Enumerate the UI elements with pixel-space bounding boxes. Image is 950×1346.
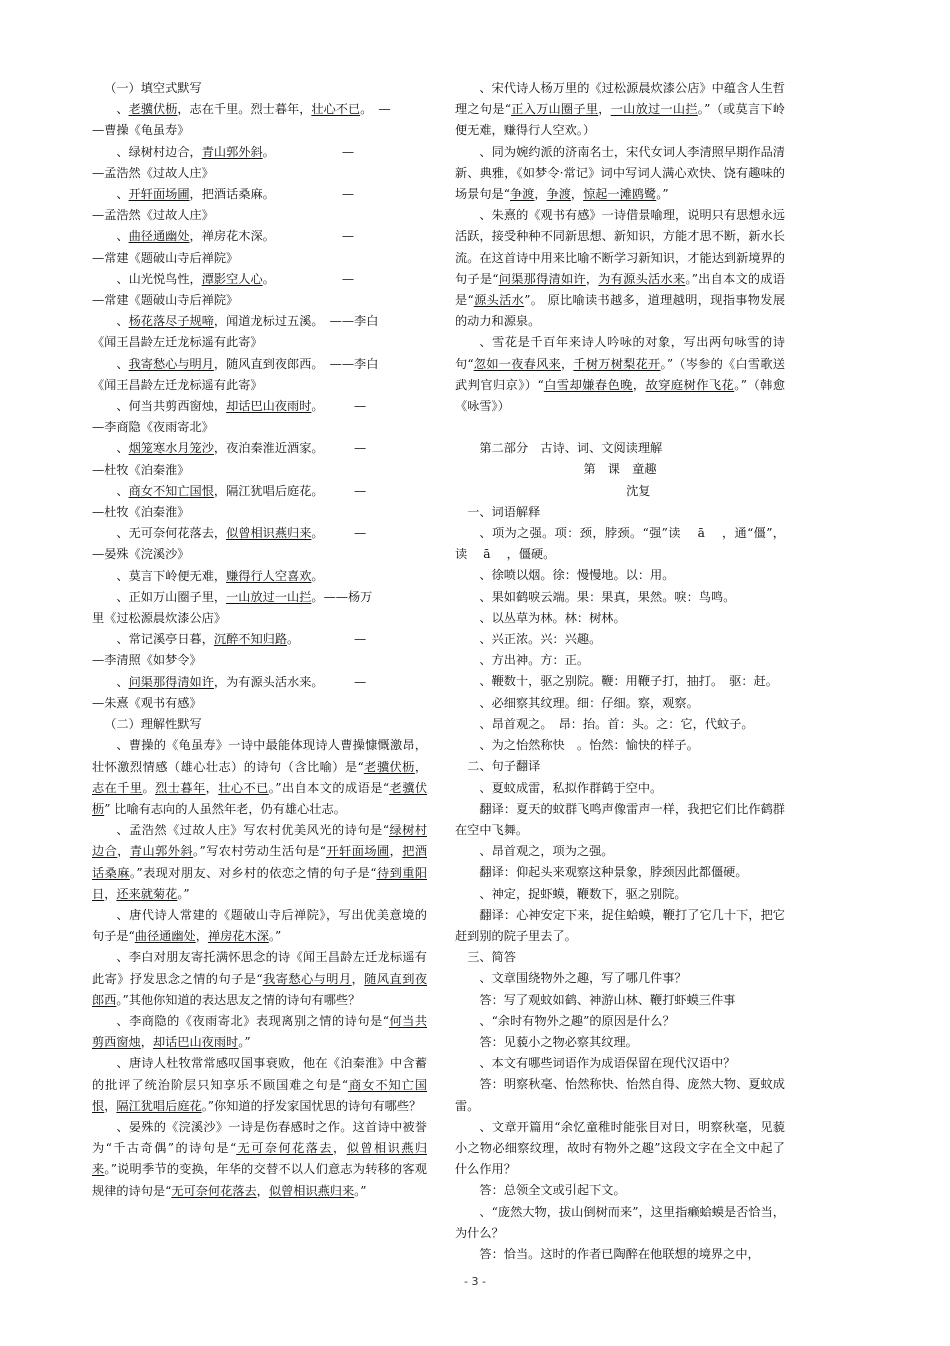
paragraph (92, 905, 427, 947)
underlined-answer: 待到重阳日 (92, 865, 428, 901)
text-run: 答：写了观蚊如鹤、神游山林、鞭打虾蟆三件事 (479, 992, 736, 1007)
text-run: —孟浩然《过故人庄》 (92, 165, 214, 180)
text-run: 。 — (262, 271, 355, 286)
text-run: 。” (656, 187, 669, 202)
text-run: 。 — (287, 632, 367, 647)
text-run: 、项为之强。项：颈，脖颈。“强”读 ā ，通“僵”，读 ā ，僵硬。 (455, 526, 785, 562)
text-run: 。”出自本文的成语是“ (455, 271, 785, 308)
text-run: —杜牧《泊秦淮》 (92, 462, 190, 477)
text-run: 。” (177, 886, 190, 901)
underlined-answer: 似曾相识燕归来 (92, 1141, 428, 1177)
text-run: 、鞭数十，驱之别院。鞭：用鞭子打，抽打。 驱：赶。 (479, 674, 778, 689)
paragraph (455, 1053, 785, 1074)
text-run: 里《过松源晨炊漆公店》 (92, 611, 227, 626)
paragraph (455, 671, 785, 692)
paragraph (455, 205, 785, 332)
paragraph (92, 735, 427, 820)
underlined-answer: 一山放过一山拦 (610, 102, 698, 117)
paragraph (92, 650, 427, 671)
text-run: 、常记溪亭日暮， (116, 632, 214, 647)
text-run: 翻译：仰起头来观察这种景象，脖颈因此都僵硬。 (479, 865, 748, 880)
text-run: 《闻王昌龄左迁龙标遥有此寄》 (92, 377, 263, 392)
underlined-answer: 我寄愁心与明月 (262, 971, 352, 986)
text-run: 、何当共剪西窗烛， (116, 399, 227, 414)
text-run: 、兴正浓。兴：兴趣。 (479, 632, 602, 647)
paragraph (92, 417, 427, 438)
text-run: 翻译：心神安定下来，捉住蛤蟆，鞭打了它几十下，把它赶到别的院子里去了。 (455, 907, 785, 943)
text-run: 、昂首观之。 昂：抬。首：头。之：它，代蚊子。 (479, 716, 754, 731)
paragraph (455, 1180, 785, 1201)
paragraph (92, 269, 427, 290)
text-run: ， (560, 356, 574, 371)
underlined-answer: 无可奈何花落去 (236, 1141, 334, 1156)
text-run: 。 — (262, 144, 355, 159)
text-run: ， (333, 1141, 347, 1156)
paragraph (92, 99, 427, 120)
text-run: 。”出自本文的成语是“ (268, 780, 390, 795)
text-run: ，为有源头活水来。 — (213, 674, 367, 689)
text-run: 。 (142, 780, 156, 795)
underlined-answer: 正入万山圈子里 (510, 102, 599, 117)
underlined-answer: 随风直到夜郎西 (92, 971, 428, 1007)
text-run: 一、词语解释 (467, 504, 541, 519)
paragraph (92, 1117, 427, 1202)
text-run: ，闻道龙标过五溪。 ——李白 (213, 314, 379, 329)
paragraph (92, 226, 427, 247)
text-run: ， (632, 377, 646, 392)
underlined-answer: 禅房花木深 (207, 929, 269, 944)
text-run: 《闻王昌龄左迁龙标遥有此寄》 (92, 335, 263, 350)
paragraph (455, 778, 785, 799)
text-run: 、为之怡然称快 。怡然：愉快的样子。 (479, 738, 699, 753)
paragraph (455, 799, 785, 841)
underlined-answer: 开轩面场圃 (326, 844, 390, 859)
underlined-answer: 商女不知亡国恨 (92, 1077, 427, 1113)
underlined-answer: 杨花落尽子规啼 (128, 314, 214, 329)
underlined-answer: 曲径通幽处 (128, 229, 190, 244)
text-run: ， (598, 102, 611, 117)
paragraph (455, 1202, 785, 1244)
text-run: 、“余时有物外之趣”的原因是什么？ (479, 1013, 675, 1028)
text-run: 、 (116, 483, 129, 498)
text-run: 、唐代诗人常建的《题破山寺后禅院》，写出优美意境的句子是“ (92, 907, 427, 944)
underlined-answer: 壮心不已 (218, 780, 269, 795)
text-run: 。——杨万 (311, 589, 373, 604)
text-run: ， (351, 971, 365, 986)
underlined-answer: 故穿庭树作飞花 (645, 377, 735, 392)
underlined-answer: 烈士暮年 (155, 780, 206, 795)
text-run: 。” (354, 1183, 367, 1198)
underlined-answer: 沉醉不知归路 (213, 632, 288, 647)
text-run: 。”（岑参的《白雪歌送武判官归京》）“ (455, 356, 785, 392)
paragraph (455, 438, 785, 459)
underlined-answer: 却话巴山夜雨时 (152, 1035, 239, 1050)
underlined-answer: 忽如一夜春风来 (473, 356, 561, 371)
paragraph (92, 460, 427, 481)
underlined-answer: 何当共剪西窗烛 (92, 1013, 428, 1050)
text-run: 答：明察秋毫、怡然称快、怡然自得、庞然大物、夏蚊成雷。 (455, 1077, 785, 1113)
underlined-answer: 无可奈何花落去 (171, 1183, 257, 1198)
underlined-answer: 潭影空人心 (201, 271, 263, 286)
paragraph (92, 311, 427, 332)
text-run: 、 (116, 674, 129, 689)
text-run: 、唐诗人杜牧常常感叹国事衰败，他在《泊秦淮》中含蓄的批评了统治阶层只知享乐不顾国难之句是“ (92, 1056, 427, 1092)
text-run: 、文章开篇用“余忆童稚时能张目对日，明察秋毫，见藐小之物必细察纹理，故时有物外之趣”这段文字在全文中起了什么作用？ (455, 1119, 785, 1177)
text-run: ， (104, 1098, 117, 1113)
paragraph (455, 1117, 785, 1181)
text-run: 、昂首观之，项为之强。 (479, 844, 614, 859)
text-run: 、无可奈何花落去， (116, 526, 227, 541)
text-run: 答：总领全文或引起下文。 (479, 1183, 626, 1198)
text-run: 、 (116, 187, 129, 202)
text-run: ， (195, 929, 208, 944)
paragraph (92, 629, 427, 650)
paragraph (455, 481, 785, 502)
text-run: 、绿树村边合， (116, 144, 202, 159)
paragraph (455, 587, 785, 608)
underlined-answer: 绿树村边合 (92, 823, 428, 859)
text-run: 、 (116, 356, 129, 371)
underlined-answer: 问渠那得清如许 (128, 674, 214, 689)
text-run: 、 (116, 229, 129, 244)
text-run: 、神定，捉虾蟆，鞭数下，驱之别院。 (479, 886, 687, 901)
text-run: ”。 原比喻读书越多，道理越明，现指事物发展的动力和源泉。 (455, 293, 786, 329)
text-run: ， (570, 187, 584, 202)
paragraph (92, 672, 427, 693)
text-run: 、夏蚊成雷，私拟作群鹤于空中。 (479, 780, 663, 795)
paragraph (455, 990, 785, 1011)
underlined-answer: 惊起一滩鸥鹭 (583, 187, 657, 202)
text-run: 。” (238, 1035, 251, 1050)
paragraph (455, 862, 785, 883)
text-run: 。 — (311, 399, 367, 414)
text-run: 答：见藐小之物必察其纹理。 (479, 1034, 638, 1049)
paragraph (92, 566, 427, 587)
text-run: 、必细察其纹理。细：仔细。察，观察。 (479, 695, 699, 710)
paragraph (92, 248, 427, 269)
text-run: 翻译：夏天的蚊群飞鸣声像雷声一样，我把它们比作鹤群在空中飞舞。 (455, 801, 785, 837)
text-run: 、“庞然大物，拔山倒树而来”，这里指癞蛤蟆是否恰当，为什么？ (455, 1204, 785, 1240)
text-run: （二）理解性默写 (104, 717, 202, 732)
text-run: 、方出神。方：正。 (479, 653, 590, 668)
text-run: 。”说明季节的变换，年华的交替不以人们意志为转移的客观规律的诗句是“ (92, 1162, 427, 1198)
text-run: 、曹操的《龟虽寿》一诗中最能体现诗人曹操慷慨激昂，壮怀激烈情感（雄心壮志）的诗句（含比喻）是“ (92, 738, 427, 774)
text-run: 、孟浩然《过故人庄》写农村优美风光的诗句是“ (116, 823, 389, 838)
paragraph (92, 481, 427, 502)
text-run: ， (256, 1183, 269, 1198)
paragraph (455, 905, 785, 947)
text-run: 。”你知道的抒发家国忧思的诗句有哪些？ (201, 1098, 422, 1113)
paragraph (455, 565, 785, 586)
text-run: ， (414, 759, 428, 774)
underlined-answer: 青山郭外斜 (129, 844, 193, 859)
text-run: 。”写农村劳动生活句是“ (193, 844, 327, 859)
underlined-answer: 老骥伏枥 (128, 102, 178, 117)
underlined-answer: 问渠那得清如许 (498, 271, 586, 286)
paragraph (455, 1074, 785, 1116)
text-run: —李商隐《夜雨寄北》 (92, 420, 214, 435)
text-run: 、李白对朋友寄托满怀思念的诗《闻王昌龄左迁龙标遥有此寄》抒发思念之情的句子是“ (92, 950, 427, 986)
text-run: 、徐喷以烟。徐：慢慢地。以：用。 (479, 568, 675, 583)
text-run: 、雪花是千百年来诗人吟咏的对象，写出两句咏雪的诗句“ (455, 335, 785, 371)
underlined-answer: 曲径通幽处 (134, 929, 196, 944)
paragraph (92, 587, 427, 608)
text-run: —杜牧《泊秦淮》 (92, 505, 190, 520)
text-run: 、山光悦鸟性， (116, 271, 202, 286)
paragraph (92, 163, 427, 184)
paragraph (455, 714, 785, 735)
paragraph (92, 396, 427, 417)
text-run: 。”（或莫言下岭便无难，赚得行人空欢。） (455, 102, 785, 138)
paragraph (455, 417, 785, 438)
text-run: ，夜泊秦淮近酒家。 — (213, 441, 367, 456)
underlined-answer: 老骥伏枥 (363, 759, 415, 774)
paragraph (455, 332, 798, 417)
text-run: （一）填空式默写 (104, 81, 202, 95)
paragraph (455, 735, 785, 756)
text-run: —李清照《如梦令》 (92, 653, 202, 668)
text-run: 、朱熹的《观书有感》一诗借景喻理，说明只有思想永远活跃，接受种种不同新思想、新知识，方能才思不断，新水长流。在这首诗中用来比喻不断学习新知识，才能达到新境界的句子是“ (455, 208, 785, 286)
underlined-answer: 隔江犹唱后庭花 (116, 1098, 202, 1113)
text-run: ， (140, 1035, 153, 1050)
text-run: 答：恰当。这时的作者已陶醉在他联想的境界之中， (479, 1246, 760, 1261)
underlined-answer: 源头活水 (473, 293, 525, 308)
text-run: 、果如鹤唳云端。果：果真，果然。唳：鸟鸣。 (479, 589, 736, 604)
paragraph (455, 693, 785, 714)
paragraph (455, 841, 785, 862)
paragraph (92, 290, 427, 311)
text-run: 三、简答 (467, 950, 516, 965)
text-run: 、本文有哪些词语作为成语保留在现代汉语中？ (479, 1056, 736, 1071)
text-run: 。” (268, 929, 282, 944)
text-run: 、文章围绕物外之趣，写了哪几件事？ (479, 971, 687, 986)
underlined-answer: 为有源头活水来 (598, 271, 686, 286)
text-run: 沈复 (589, 483, 651, 498)
underlined-answer: 把酒话桑麻 (92, 844, 428, 880)
underlined-answer: 还来就菊花 (116, 886, 178, 901)
underlined-answer: 千树万树梨花开 (573, 356, 661, 371)
text-run: ，随风直到夜郎西。 ——李白 (213, 356, 379, 371)
underlined-answer: 我寄愁心与明月 (128, 356, 214, 371)
text-run: —曹操《龟虽寿》 (92, 123, 190, 138)
text-run: ， (104, 886, 117, 901)
text-run: 、宋代诗人杨万里的《过松源晨炊漆公店》中蕴含人生哲理之句是“ (455, 81, 785, 117)
text-run: —常建《题破山寺后禅院》 (92, 250, 239, 265)
paragraph (92, 1053, 427, 1117)
paragraph (455, 756, 785, 777)
text-run: 。 (311, 568, 324, 583)
underlined-answer: 商女不知亡国恨 (128, 483, 214, 498)
paragraph (455, 1011, 785, 1032)
text-run: 。”（韩愈 《咏雪》） (455, 377, 798, 414)
text-run: ” 比喻有志向的人虽然年老，仍有雄心壮志。 (104, 801, 346, 816)
paragraph (455, 523, 785, 565)
text-run: 、以丛草为林。林：树林。 (479, 610, 626, 625)
text-run: ， (389, 844, 403, 859)
text-run: ， (117, 844, 130, 859)
right-column (455, 78, 798, 1265)
paragraph (455, 502, 785, 523)
underlined-answer: 壮心不已 (311, 102, 361, 117)
paragraph (92, 693, 427, 714)
underlined-answer: 一山放过一山拦 (226, 589, 312, 604)
text-run: 、同为婉约派的济南名士，宋代女词人李清照早期作品清新、典雅，《如梦令·常记》词中写词人满心欢快、饶有趣味的场景句是“ (455, 144, 785, 202)
paragraph (92, 184, 427, 205)
text-run: 、 (116, 102, 129, 117)
paragraph (92, 332, 427, 353)
underlined-answer: 志在千里 (92, 780, 143, 795)
text-run: 、莫言下岭便无难， (116, 568, 227, 583)
underlined-answer: 争渡 (509, 187, 535, 202)
page-number: - 3 - (464, 1275, 486, 1288)
text-run: 、 (116, 441, 129, 456)
text-run: ，禅房花木深。 — (189, 229, 355, 244)
text-run: 第 课 童趣 (583, 462, 657, 477)
underlined-answer: 开轩面场圃 (128, 187, 190, 202)
paragraph (92, 78, 427, 99)
text-run: 。 — (360, 102, 391, 117)
left-column (92, 78, 427, 1202)
text-run: ， (205, 780, 219, 795)
paragraph (455, 142, 785, 206)
text-run: 、 (116, 314, 129, 329)
text-run: ， (585, 271, 599, 286)
text-run: 、正如万山圈子里， (116, 589, 227, 604)
paragraph (455, 459, 785, 480)
underlined-answer: 赚得行人空喜欢 (226, 568, 312, 583)
paragraph (455, 608, 785, 629)
text-run: 二、句子翻译 (467, 759, 541, 774)
text-run: 、晏殊的《浣溪沙》一诗是伤春感时之作。这首诗中被誉为“千古奇偶”的诗句是“ (92, 1119, 427, 1156)
text-run: —孟浩然《过故人庄》 (92, 208, 214, 223)
underlined-answer: 却话巴山夜雨时 (226, 399, 312, 414)
underlined-answer: 争渡 (546, 187, 571, 202)
paragraph (92, 142, 427, 163)
paragraph (92, 820, 427, 905)
paragraph (92, 438, 427, 459)
paragraph (455, 78, 785, 142)
paragraph (92, 947, 427, 1011)
paragraph (92, 354, 427, 375)
text-run: ，把酒话桑麻。 — (189, 187, 355, 202)
underlined-answer: 似曾相识燕归来 (268, 1183, 355, 1198)
paragraph (455, 650, 785, 671)
paragraph (455, 1244, 785, 1265)
text-run: 第二部分 古诗、词、文阅读理解 (479, 441, 663, 456)
paragraph (92, 375, 427, 396)
paragraph (455, 947, 785, 968)
paragraph (92, 1011, 427, 1053)
underlined-answer: 似曾相识燕归来 (226, 526, 312, 541)
underlined-answer: 烟笼寒水月笼沙 (128, 441, 214, 456)
text-run: ，志在千里。烈士暮年， (177, 102, 312, 117)
text-run: ， (534, 187, 547, 202)
text-run: ，隔江犹唱后庭花。 — (213, 483, 367, 498)
text-run: —常建《题破山寺后禅院》 (92, 293, 239, 308)
paragraph (455, 968, 785, 989)
paragraph (455, 884, 785, 905)
underlined-answer: 老骥伏枥 (92, 780, 428, 816)
paragraph (92, 608, 427, 629)
paragraph (92, 714, 427, 735)
text-run: 。”表现对朋友、对乡村的依恋之情的句子是“ (129, 865, 377, 880)
text-run: —朱熹《观书有感》 (92, 695, 202, 710)
paragraph (92, 502, 427, 523)
paragraph (92, 205, 427, 226)
paragraph (92, 544, 427, 565)
paragraph (92, 523, 427, 544)
text-run: —晏殊《浣溪沙》 (92, 547, 190, 562)
paragraph (455, 629, 785, 650)
underlined-answer: 白雪却嫌春色晚 (543, 377, 633, 392)
underlined-answer: 青山郭外斜 (201, 144, 263, 159)
text-run: 。 — (311, 526, 367, 541)
text-run: 。”其他你知道的表达思友之情的诗句有哪些？ (116, 992, 361, 1007)
paragraph (455, 1032, 785, 1053)
paragraph (92, 120, 427, 141)
text-run: 、李商隐的《夜雨寄北》表现离别之情的诗句是“ (116, 1013, 389, 1028)
